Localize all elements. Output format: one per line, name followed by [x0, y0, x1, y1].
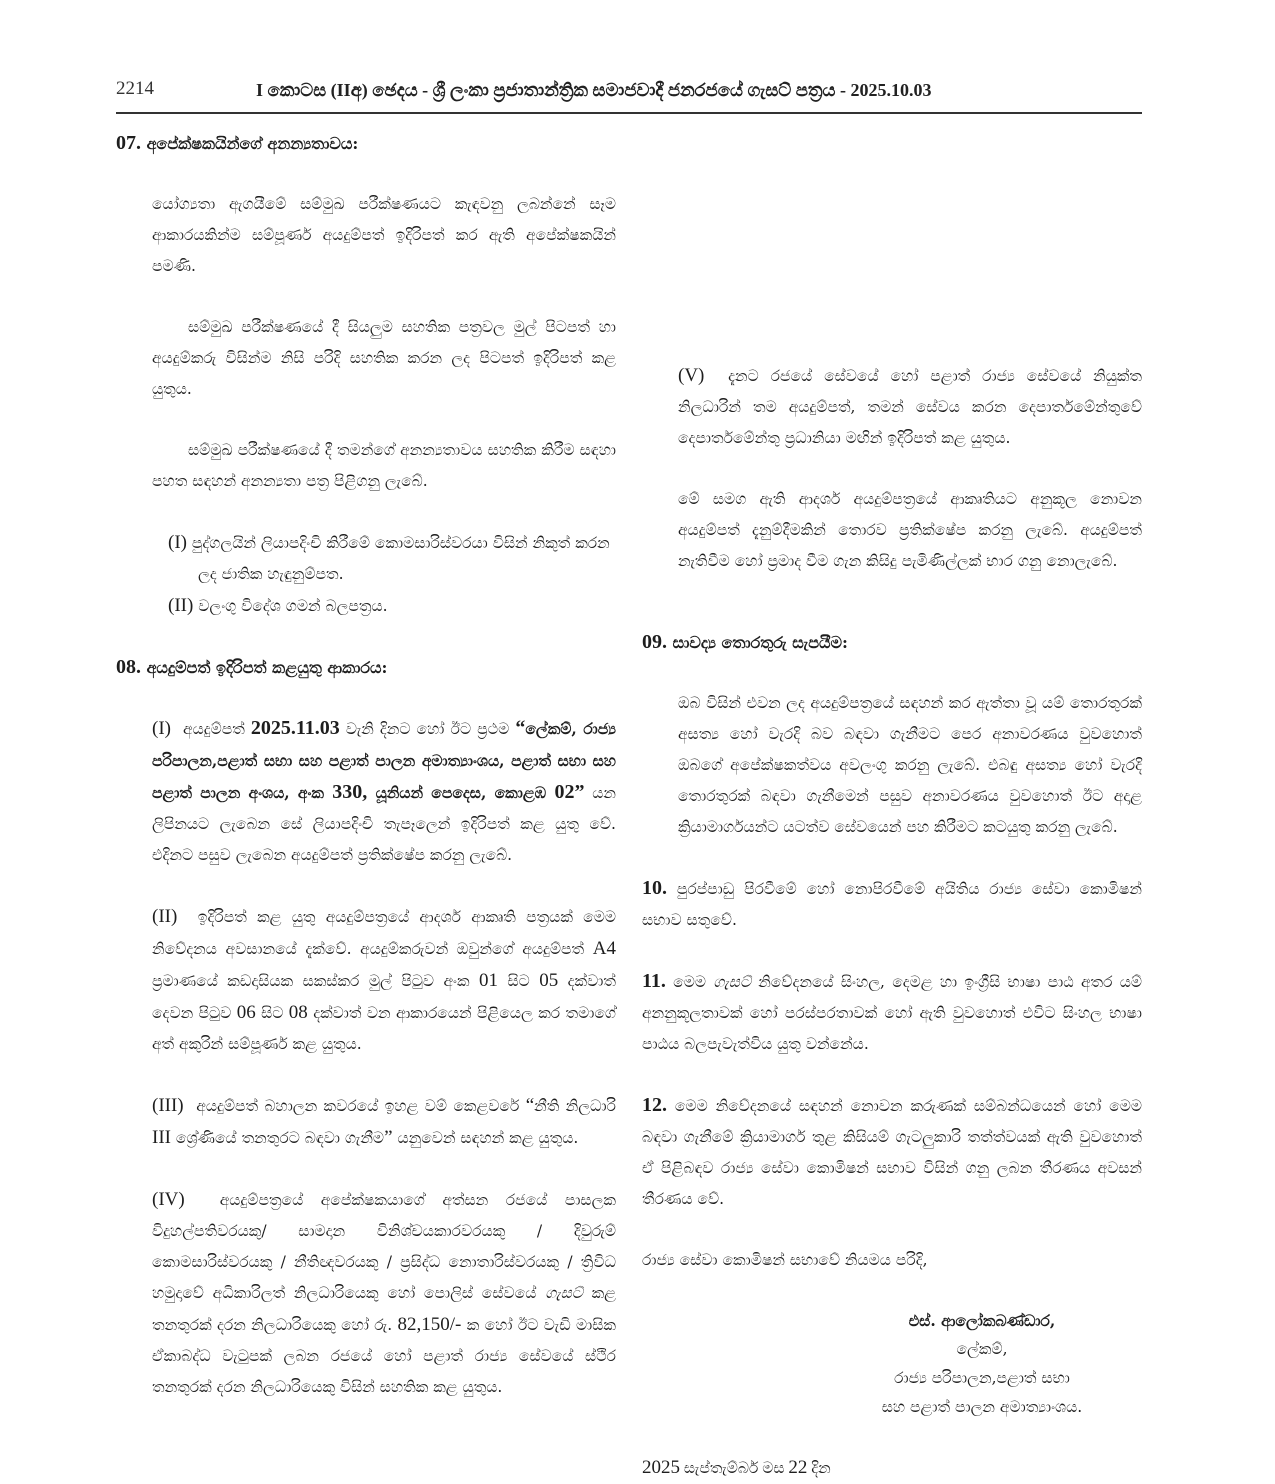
ministry-line-1: රාජ්‍ය පරිපාලන,පළාත් සභා	[894, 1369, 1070, 1387]
postal-address: ලේකම්, රාජ්‍ය පරිපාලන,පළාත් සභා සහ පළාත් පාලන අමාත්‍යාංශය, පළාත් සභා සහ පළාත් පාලන අංශය, අංක	[152, 719, 616, 802]
section-07-paragraph-1: යෝග්‍යතා ඇගයීමේ සම්මුඛ පරීක්ෂණයට කැඳවනු ලබන්නේ සෑම ආකාරයකින්ම සම්පූර්ණ අයදුම්පත් ඉදිරිපත් කර ඇති අපේක්ෂකයින් පමණි.	[152, 195, 616, 275]
signatory-designation: ලේකම්,	[956, 1340, 1008, 1358]
order-line: රාජ්‍ය සේවා කොමිෂන් සභාවේ නියමය පරිදි,	[642, 1251, 928, 1269]
salary-amount: 82,150/-	[397, 1314, 462, 1335]
section-number: 09.	[642, 631, 667, 653]
section-07-paragraph-2: සම්මුඛ පරීක්ෂණයේ දී සියලුම සහතික පත්‍රවල මුල් පිටපත් හා අයදුම්කරු විසින්ම නිසි පරිදි සහතික කරන ලද පිටපත් ඉදිරිපත් කළ යුතුය.	[152, 318, 616, 398]
identity-documents-list	[168, 527, 616, 622]
section-08-item-3: (III) අයදුම්පත් බහාලන කවරයේ ඉහළ වම් කෙළවරේ “නීති නිලධාරි III ශ්‍රේණියේ තනතුරට බඳවා ගැනීම” යනුවෙන් සඳහන් කළ යුතුය.	[152, 1095, 616, 1148]
section-title: අයදුම්පත් ඉදිරිපත් කළයුතු ආකාරය:	[146, 658, 388, 677]
section-08-heading	[116, 652, 616, 683]
page-number: 2214	[116, 78, 154, 99]
section-10-paragraph: 10. පුරප්පාඩු පිරවීමේ හෝ නොපිරවීමේ අයිතිය රාජ්‍ය සේවා කොමිෂන් සභාව සතුවේ.	[642, 877, 1142, 929]
section-11-paragraph: 11. මෙම ගැසට් නිවේදනයේ සිංහල, දෙමළ හා ඉංග්‍රීසි භාෂා පාඨ අතර යම් අනනුකූලතාවක් හෝ පරස්පරතාවක් හෝ ඇති වුවහොත් එවිට සිංහල භාෂා පාඨය බලපැවැත්විය යුතු වන්නේය.	[642, 970, 1142, 1053]
section-title: සාවද්‍ය තොරතුරු සැපයීම:	[672, 633, 848, 652]
section-08-item-4: (IV) අයදුම්පත්‍රයේ අපේක්ෂකයාගේ අත්සන රජයේ පාසලක විදුහල්පතිවරයකු/ සාමදාන විනිශ්චයකාරවරයකු / දිවුරුම් කොමසාරිස්වරයකු / නීතිඥවරයකු / ප්‍රසිද්ධ නොතාරිස්වරයකු / ත්‍රිවිධ හමුදාවේ අධිකාරිලත් නිලධාරියෙකු හෝ පොලිස් සේවයේ ගැසට් කළ තනතුරක් දරන නිලධාරියෙකු හෝ රු. 82,150/- ක හෝ ඊට වැඩි මාසික ඒකාබද්ධ වැටුපක් ලබන රජයේ හෝ පළාත් රාජ්‍ය සේවයේ ස්ථිර තනතුරක් දරන නිලධාරියෙකු විසින් සහතික කළ යුතුය.	[152, 1189, 617, 1396]
issue-date: 2025 සැප්තැම්බර් මස 22 දින	[642, 1457, 831, 1478]
section-07-heading	[116, 128, 616, 159]
section-number: 07.	[116, 132, 141, 154]
ministry-line-2: සහ පළාත් පාලන අමාත්‍යාංශය.	[881, 1398, 1083, 1416]
section-08-item-2: (II) ඉදිරිපත් කළ යුතු අයදුම්පත්‍රයේ ආදර්ශ ආකෘති පත්‍රයක් මෙම නිවේදනය අවසානයේ දැක්වේ. අයදුම්කරුවන් ඔවුන්ගේ අයදුම්පත් A4 ප්‍රමාණයේ කඩදාසියක සකස්කර මුල් පිටුව අංක 01 සිට 05 දක්වාත් දෙවන පිටුව 06 සිට 08 දක්වාත් වන ආකාරයෙන් පිළියෙල කර තමාගේ අත් අකුරින් සම්පූර්ණ කළ යුතුය.	[152, 906, 616, 1053]
section-09-paragraph: ඔබ විසින් එවන ලද අයදුම්පත්‍රයේ සඳහන් කර ඇත්තා වූ යම් තොරතුරක් අසත්‍ය හෝ වැරදි බව බඳවා ගැනීමට පෙර අනාවරණය වුවහොත් ඔබගේ අපේක්ෂකත්වය අවලංගු කරනු ලැබේ. එබඳු අසත්‍ය හෝ වැරදි තොරතුරක් බඳවා ගැනීමෙන් පසුව අනාවරණය වුවහොත් ඊට අදාළ ක්‍රියාමාර්ගයන්ට යටත්ව සේවයෙන් පහ කිරීමට කටයුතු කරනු ලැබේ.	[678, 694, 1142, 836]
signature-block	[822, 1306, 1142, 1422]
list-item: (II) වලංගු විදේශ ගමන් බලපත්‍රය.	[168, 595, 388, 616]
section-08-item-1: (I) අයදුම්පත් 2025.11.03 වැනි දිනට හෝ ඊට ප්‍රථම “ලේකම්, රාජ්‍ය පරිපාලන,පළාත් සභා සහ පළාත් පාලන අමාත්‍යාංශය, පළාත් සභා සහ පළාත් පාලන අංශය, අංක 330, යූනියන් පෙදෙස, කොළඹ 02” යන ලිපිනයට ලැබෙන සේ ලියාපදිංචි තැපෑලෙන් ඉදිරිපත් කළ යුතු වේ. එදිනට පසුව ලැබෙන අයදුම්පත් ප්‍රතික්ෂේප කරනු ලැබේ.	[152, 717, 616, 864]
list-item: (I) පුද්ගලයින් ලියාපදිංචි කිරීමේ කොමසාරිස්වරයා විසින් නිකුත් කරන ලද ජාතික හැඳුනුම්පත.	[168, 532, 610, 583]
signatory-name: එස්. ආලෝකබණ්ඩාර,	[908, 1311, 1056, 1330]
application-deadline: 2025.11.03	[250, 717, 340, 739]
section-title: අපේක්ෂකයින්ගේ අනන්‍යතාවය:	[146, 134, 359, 153]
page-header	[116, 78, 1142, 114]
left-column	[116, 128, 616, 1403]
section-08-closing-paragraph: මේ සමග ඇති ආදර්ශ අයදුම්පත්‍රයේ ආකෘතියට අනුකූල නොවන අයදුම්පත් දැනුම්දීමකින් තොරව ප්‍රතික්ෂේප කරනු ලැබේ. අයදුම්පත් නැතිවීම හෝ ප්‍රමාද වීම ගැන කිසිදු පැමිණිල්ලක් භාර ගනු නොලැබේ.	[678, 490, 1142, 570]
right-column	[642, 360, 1142, 1484]
section-09-heading	[642, 627, 1142, 658]
section-07-paragraph-3: සම්මුඛ පරීක්ෂණයේ දී තමන්ගේ අනන්‍යතාවය සහතික කිරීම සඳහා පහත සඳහන් අනන්‍යතා පත්‍ර පිළිගනු ලැබේ.	[152, 441, 616, 490]
section-08-item-5: (V) දැනට රජයේ සේවයේ හෝ පළාත් රාජ්‍ය සේවයේ නියුක්ත නිලධාරින් තම අයදුම්පත්, තමන් සේවය කරන දෙපාර්තමේන්තුවේ දෙපාර්තමේන්තු ප්‍රධානියා මඟින් ඉදිරිපත් කළ යුතුය.	[678, 365, 1142, 447]
gazette-running-title: I කොටස (IIඅ) ඡෙදය - ශ්‍රී ලංකා ප්‍රජාතාන්ත්‍රික සමාජවාදී ජනරජයේ ගැසට් පත්‍රය - 2025.10.03	[256, 80, 932, 100]
section-12-paragraph: 12. මෙම නිවේදනයේ සඳහන් නොවන කරුණක් සම්බන්ධයෙන් හෝ මෙම බඳවා ගැනීමේ ක්‍රියාමාර්ග තුළ කිසියම් ගැටලුකාරි තත්ත්වයක් ඇති වුවහොත් ඒ පිළිබඳව රාජ්‍ය සේවා කොමිෂන් සභාව විසින් ගනු ලබන තීරණය අවසන් තීරණය වේ.	[642, 1094, 1142, 1208]
section-number: 08.	[116, 656, 141, 678]
